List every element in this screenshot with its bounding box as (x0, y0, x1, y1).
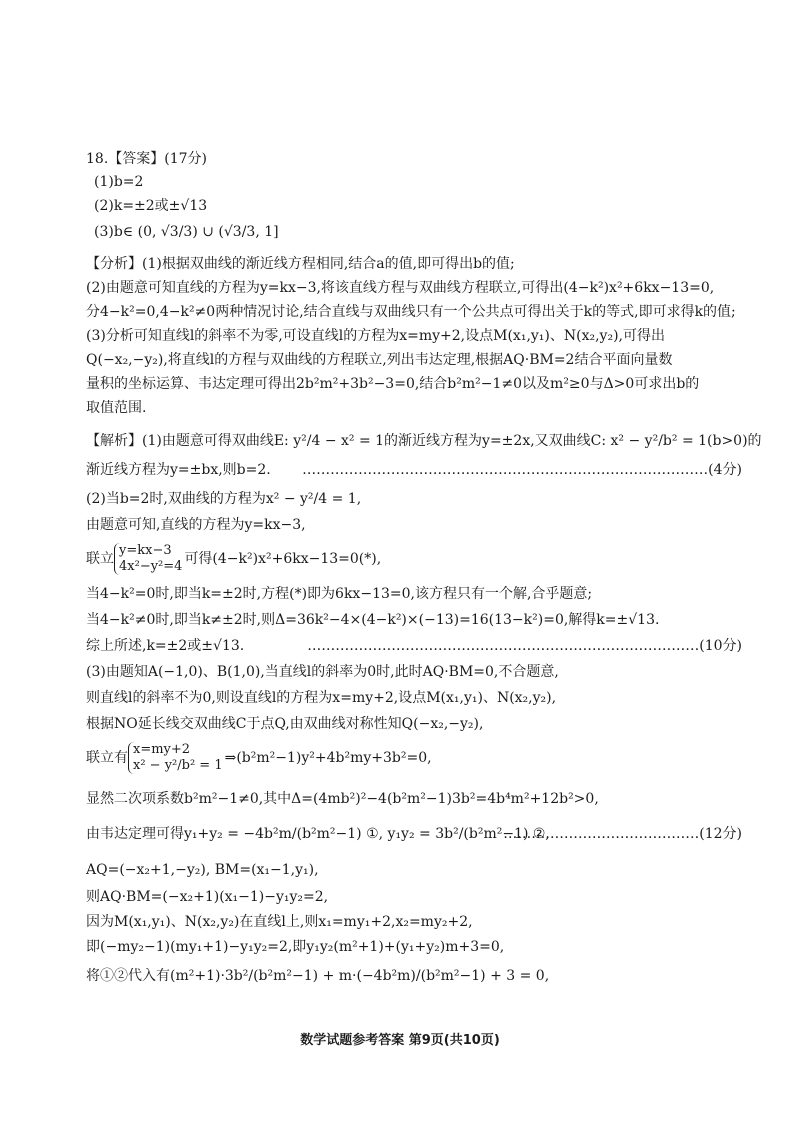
solution-line-14 (86, 825, 742, 843)
system-1-result: 可得(4−k²)x²+6kx−13=0(*), (184, 551, 382, 567)
equation-system-2 (128, 742, 223, 774)
solution-line-13: 显然二次项系数b²m²−1≠0,其中Δ=(4mb²)²−4(b²m²−1)3b²=4b⁴m²+12b²>0, (86, 791, 599, 807)
analysis-line-1: 【分析】(1)根据双曲线的渐近线方程相同,结合a的值,即可得出b的值; (86, 256, 515, 272)
system-2-eq2: x² − y²/b² = 1 (133, 758, 223, 773)
solution-line-14-text: 由韦达定理可得y₁+y₂ = −4b²m/(b²m²−1) ①, y₁y₂ = 3b²/(b²m²−1) ②, (86, 826, 550, 842)
solution-line-7: 当4−k²≠0时,即当k≠±2时,则Δ=36k²−4×(4−k²)×(−13)=16(13−k²)=0,解得k=±√13. (86, 612, 660, 628)
solution-line-1: 【解析】(1)由题意可得双曲线E: y²/4 − x² = 1的渐近线方程为y=±2x,又双曲线C: x² − y²/b² = 1(b>0)的 (86, 433, 762, 449)
system-2-result: ⇒(b²m²−1)y²+4b²my+3b²=0, (224, 750, 432, 766)
problem-header: 18.【答案】(17分) (86, 151, 208, 167)
score-10: …………………………………………………………………………(10分) (307, 638, 742, 654)
system-1-eq1: y=kx−3 (119, 543, 172, 558)
answer-1: (1)b=2 (94, 174, 144, 190)
solution-line-2 (86, 461, 742, 479)
analysis-line-2: (2)由题意可知直线的方程为y=kx−3,将该直线方程与双曲线方程联立,可得出(4−k²)x²+6kx−13=0, (86, 280, 715, 296)
solution-line-15: AQ=(−x₂+1,−y₂), BM=(x₁−1,y₁), (86, 862, 319, 878)
solution-line-19: 将①②代入有(m²+1)·3b²/(b²m²−1) + m·(−4b²m)/(b²m²−1) + 3 = 0, (86, 968, 550, 984)
solution-line-17: 因为M(x₁,y₁)、N(x₂,y₂)在直线l上,则x₁=my₁+2,x₂=my₂+2, (86, 914, 473, 930)
analysis-line-7: 取值范围. (86, 400, 147, 416)
system-1-eq2: 4x²−y²=4 (119, 559, 183, 574)
analysis-line-4: (3)分析可知直线l的斜率不为零,可设直线l的方程为x=my+2,设点M(x₁,y₁)、N(x₂,y₂),可得出 (86, 328, 665, 344)
answer-2: (2)k=±2或±√13 (94, 198, 208, 214)
solution-line-4: 由题意可知,直线的方程为y=kx−3, (86, 517, 306, 533)
solution-line-16: 则AQ·BM=(−x₂+1)(x₁−1)−y₁y₂=2, (86, 889, 329, 905)
solution-line-9: (3)由题知A(−1,0)、B(1,0),当直线l的斜率为0时,此时AQ·BM=0,不合题意, (86, 664, 559, 680)
answer-3-prefix: (3)b∈ (94, 224, 134, 240)
score-12: ……………………………………(12分) (503, 826, 742, 842)
solution-line-18: 即(−my₂−1)(my₁+1)−y₁y₂=2,即y₁y₂(m²+1)+(y₁+y₂)m+3=0, (86, 939, 505, 955)
page-footer: 数学试题参考答案 第9页(共10页) (300, 1033, 500, 1048)
analysis-line-6: 量积的坐标运算、韦达定理可得出2b²m²+3b²−3=0,结合b²m²−1≠0以及m²≥0与Δ>0可求出b的 (86, 376, 700, 392)
system-1-label: 联立 (86, 551, 114, 567)
answer-3-set: (0, √3/3) ∪ (√3/3, 1] (137, 224, 279, 240)
analysis-line-3: 分4−k²=0,4−k²≠0两种情况讨论,结合直线与双曲线只有一个公共点可得出关于k的等式,即可求得k的值; (86, 304, 736, 320)
solution-line-12 (86, 740, 432, 776)
solution-line-2-text: 渐近线方程为y=±bx,则b=2. (86, 462, 271, 478)
system-2-eq1: x=my+2 (133, 742, 191, 757)
solution-line-11: 根据NO延长线交双曲线C于点Q,由双曲线对称性知Q(−x₂,−y₂), (86, 716, 484, 732)
score-4: ……………………………………………………………………………(4分) (302, 462, 742, 478)
system-2-label: 联立有 (86, 750, 128, 766)
analysis-line-5: Q(−x₂,−y₂),将直线l的方程与双曲线的方程联立,列出韦达定理,根据AQ·BM=2结合平面向量数 (86, 352, 673, 368)
answer-3 (94, 223, 279, 241)
solution-line-10: 则直线l的斜率不为0,则设直线l的方程为x=my+2,设点M(x₁,y₁)、N(x₂,y₂), (86, 690, 557, 706)
equation-system-1 (114, 543, 182, 575)
solution-line-5 (86, 542, 381, 576)
solution-line-6: 当4−k²=0时,即当k=±2时,方程(*)即为6kx−13=0,该方程只有一个解,合乎题意; (86, 586, 593, 602)
solution-line-8-text: 综上所述,k=±2或±√13. (86, 638, 245, 654)
solution-line-3: (2)当b=2时,双曲线的方程为x² − y²/4 = 1, (86, 491, 362, 507)
solution-line-8 (86, 637, 742, 655)
